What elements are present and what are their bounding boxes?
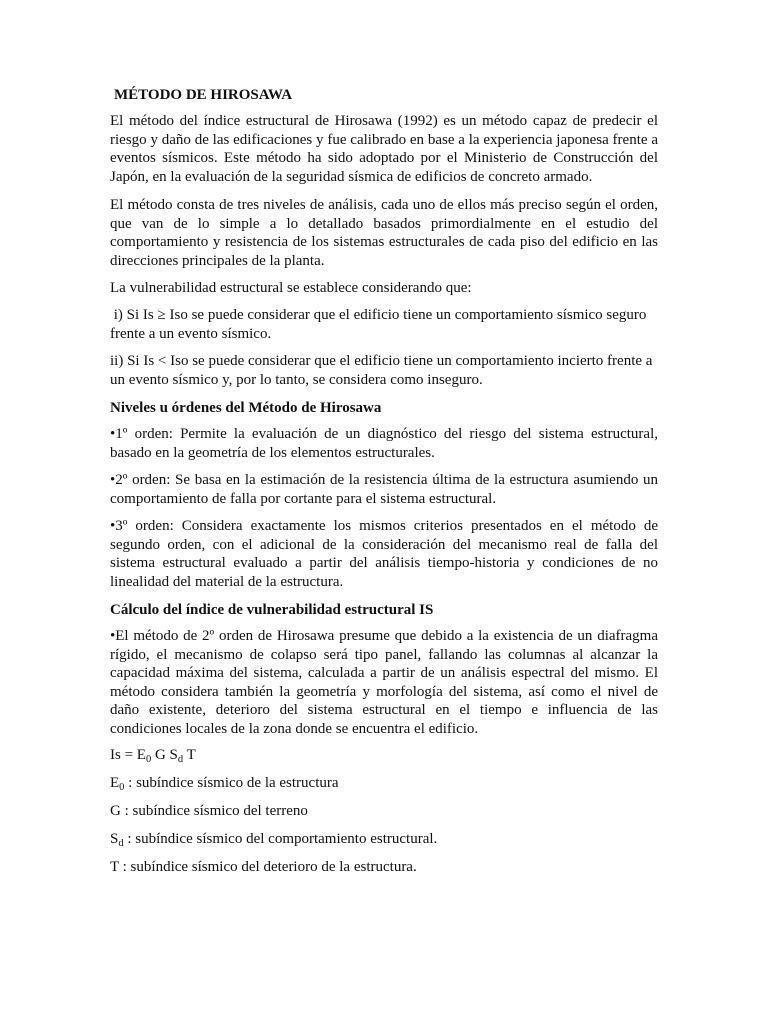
calc-heading: Cálculo del índice de vulnerabilidad estructural IS [110, 602, 434, 618]
order-2-item: •2º orden: Se basa en la estimación de la resistencia última de la estructura asumiendo un comportamiento de falla por cortante para el sistema estructural. [110, 472, 658, 507]
formula-end: T [183, 747, 196, 763]
document-title: MÉTODO DE HIROSAWA [114, 87, 293, 103]
definition-t: T : subíndice sísmico del deterioro de la estructura. [110, 859, 417, 875]
def-e0-symbol: E [110, 775, 120, 791]
def-e0-text: : subíndice sísmico de la estructura [124, 775, 339, 791]
definition-g: G : subíndice sísmico del terreno [110, 803, 308, 819]
formula-line [110, 746, 658, 765]
formula-s-subscript: d [177, 754, 184, 765]
order-1-item: •1º orden: Permite la evaluación de un diagnóstico del riesgo del sistema estructural, basado en la geometría de los elementos estructurales. [110, 426, 658, 461]
levels-heading: Niveles u órdenes del Método de Hirosawa [110, 400, 382, 416]
definition-sd [110, 830, 658, 849]
formula-e-subscript: 0 [145, 754, 152, 765]
def-e0-subscript: 0 [119, 782, 125, 793]
order-3-item: •3º orden: Considera exactamente los mismos criterios presentados en el método de segundo orden, con el adicional de la consideración del mecanismo real de falla del sistema estructural evaluado a partir del análisis tiempo-historia y condiciones de no linealidad del material de la estructura. [110, 518, 658, 590]
condition-safe: i) Si Is ≥ Iso se puede considerar que el edificio tiene un comportamiento sísmico seguro frente a un evento sísmico. [110, 307, 651, 342]
definition-e0 [110, 774, 658, 793]
condition-unsafe: ii) Si Is < Iso se puede considerar que el edificio tiene un comportamiento incierto frente a un evento sísmico y, por lo tanto, se considera como inseguro. [110, 353, 653, 388]
formula-lhs: Is = E [110, 747, 146, 763]
calc-paragraph: •El método de 2º orden de Hirosawa presume que debido a la existencia de un diafragma rígido, el mecanismo de colapso será tipo panel, fallando las columnas al alcanzar la capacidad máxima del sistema, calculada a partir de un análisis espectral del mismo. El método considera también la geometría y morfología del sistema, así como el nivel de daño existente, deterioro del sistema estructural en el tiempo e influencia de las condiciones locales de la zona donde se encuentra el edificio. [110, 628, 658, 737]
def-sd-subscript: d [118, 838, 124, 849]
levels-paragraph: El método consta de tres niveles de análisis, cada uno de ellos más preciso según el orden, que van de lo simple a lo detallado basados primordialmente en el estudio del comportamiento y resistencia de los sistemas estructurales de cada piso del edificio en las direcciones principales de la planta. [110, 197, 658, 269]
def-sd-symbol: S [110, 831, 119, 847]
def-sd-text: : subíndice sísmico del comportamiento estructural. [123, 831, 438, 847]
vulnerability-intro: La vulnerabilidad estructural se establece considerando que: [110, 280, 472, 296]
formula-middle: G S [151, 747, 178, 763]
intro-paragraph: El método del índice estructural de Hirosawa (1992) es un método capaz de predecir el riesgo y daño de las edificaciones y fue calibrado en base a la experiencia japonesa frente a eventos sísmicos. Este método ha sido adoptado por el Ministerio de Construcción del Japón, en la evaluación de la seguridad sísmica de edificios de concreto armado. [110, 113, 658, 185]
